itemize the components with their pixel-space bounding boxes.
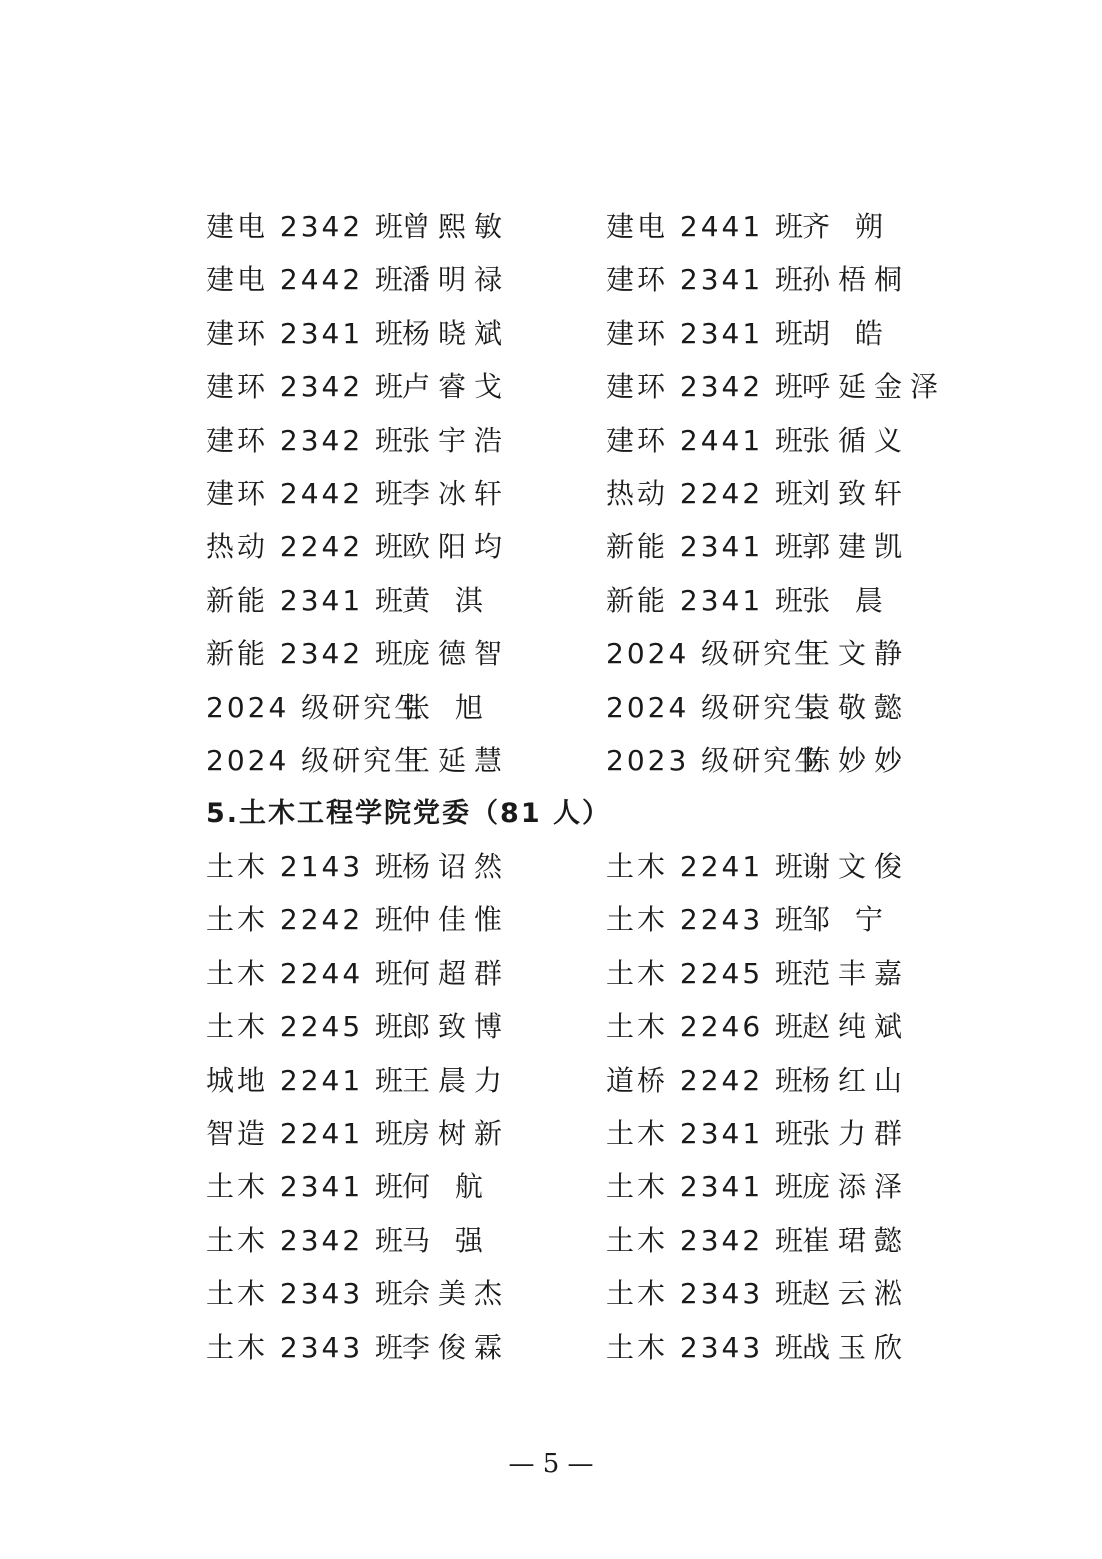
class-label-left: 建电 2342 班 (206, 210, 407, 243)
student-name-left: 庞德智 (402, 637, 511, 671)
class-label-right: 建环 2341 班 (606, 263, 807, 297)
class-label-left: 土木 2343 班 (206, 1277, 407, 1311)
class-label-right: 2023 级研究生 (606, 744, 826, 777)
class-label-right: 2024 级研究生 (606, 637, 826, 671)
student-name-right: 邹 宁 (802, 903, 891, 937)
class-label-left: 建电 2442 班 (206, 263, 407, 297)
student-name-right: 谢文俊 (802, 850, 911, 883)
list-row (206, 688, 926, 728)
class-label-right: 道桥 2242 班 (606, 1063, 807, 1097)
student-name-right: 齐 朔 (802, 210, 891, 243)
class-label-left: 土木 2341 班 (206, 1170, 407, 1204)
student-name-right: 庞添泽 (802, 1170, 911, 1204)
class-label-right: 土木 2246 班 (606, 1010, 807, 1044)
student-name-right: 袁敬懿 (802, 690, 911, 724)
student-name-left: 潘明禄 (402, 263, 511, 297)
student-name-left: 李冰轩 (402, 477, 511, 510)
page-number: — 5 — (508, 1449, 594, 1479)
student-name-left: 杨晓斌 (402, 316, 511, 350)
class-label-right: 土木 2241 班 (606, 850, 807, 883)
student-name-right: 孙梧桐 (802, 263, 911, 297)
class-label-left: 土木 2143 班 (206, 850, 407, 883)
class-label-right: 建环 2341 班 (606, 316, 807, 350)
class-label-right: 土木 2341 班 (606, 1170, 807, 1204)
student-name-left: 郎致博 (402, 1010, 511, 1044)
student-name-right: 刘致轩 (802, 477, 911, 510)
class-label-right: 土木 2343 班 (606, 1330, 807, 1364)
list-row (206, 367, 947, 407)
list-row (206, 1061, 926, 1101)
student-name-right: 战玉欣 (802, 1330, 911, 1364)
student-name-left: 曾熙敏 (402, 210, 511, 243)
class-label-left: 土木 2342 班 (206, 1223, 407, 1257)
class-label-left: 2024 级研究生 (206, 690, 426, 724)
class-label-left: 土木 2244 班 (206, 956, 407, 990)
student-name-left: 张宇浩 (402, 423, 511, 457)
section-heading: 5.土木工程学院党委（81 人） (206, 798, 612, 829)
student-name-left: 佘美杰 (402, 1277, 511, 1311)
list-row (206, 207, 926, 247)
class-label-right: 土木 2342 班 (606, 1223, 807, 1257)
list-row (206, 421, 926, 461)
student-name-right: 张力群 (802, 1117, 911, 1150)
student-name-left: 房树新 (402, 1117, 511, 1150)
list-row (206, 260, 926, 300)
class-label-left: 土木 2245 班 (206, 1010, 407, 1044)
list-row (206, 954, 926, 994)
list-row (206, 527, 926, 567)
student-name-right: 范丰嘉 (802, 956, 911, 990)
class-label-right: 2024 级研究生 (606, 690, 826, 724)
list-row (206, 847, 926, 887)
class-label-left: 城地 2241 班 (206, 1063, 407, 1097)
class-label-right: 建环 2342 班 (606, 370, 807, 404)
class-label-left: 土木 2343 班 (206, 1330, 407, 1364)
list-row (206, 741, 926, 781)
list-row (206, 1167, 926, 1207)
student-name-left: 李俊霖 (402, 1330, 511, 1364)
list-row (206, 581, 926, 621)
student-name-right: 赵云淞 (802, 1277, 911, 1311)
list-row (206, 1221, 926, 1261)
list-row (206, 1328, 926, 1368)
list-row (206, 314, 926, 354)
class-label-right: 热动 2242 班 (606, 477, 807, 510)
student-name-left: 杨诏然 (402, 850, 511, 883)
student-name-right: 郭建凯 (802, 530, 911, 564)
student-name-left: 卢睿戈 (402, 370, 511, 404)
class-label-left: 建环 2341 班 (206, 316, 407, 350)
class-label-right: 土木 2343 班 (606, 1277, 807, 1311)
student-name-left: 张 旭 (402, 690, 491, 724)
class-label-right: 土木 2341 班 (606, 1117, 807, 1150)
list-row (206, 900, 926, 940)
class-label-right: 新能 2341 班 (606, 530, 807, 564)
student-name-right: 胡 皓 (802, 316, 891, 350)
student-name-right: 王文静 (802, 637, 911, 671)
student-name-left: 仲佳惟 (402, 903, 511, 937)
class-label-left: 建环 2342 班 (206, 423, 407, 457)
class-label-left: 新能 2341 班 (206, 583, 407, 617)
student-name-left: 王延慧 (402, 744, 511, 777)
class-label-right: 新能 2341 班 (606, 583, 807, 617)
student-name-left: 欧阳均 (402, 530, 511, 564)
list-row (206, 634, 926, 674)
class-label-right: 土木 2245 班 (606, 956, 807, 990)
class-label-left: 土木 2242 班 (206, 903, 407, 937)
class-label-left: 热动 2242 班 (206, 530, 407, 564)
student-name-right: 赵纯斌 (802, 1010, 911, 1044)
student-name-left: 马 强 (402, 1223, 491, 1257)
student-name-left: 何 航 (402, 1170, 491, 1204)
student-name-left: 黄 淇 (402, 583, 491, 617)
list-row (206, 1114, 926, 1154)
class-label-left: 智造 2241 班 (206, 1117, 407, 1150)
list-row (206, 1007, 926, 1047)
student-name-right: 张 晨 (802, 583, 891, 617)
list-row (206, 1274, 926, 1314)
student-name-right: 呼延金泽 (802, 370, 947, 404)
student-name-right: 崔珺懿 (802, 1223, 911, 1257)
class-label-left: 2024 级研究生 (206, 744, 426, 777)
class-label-right: 建电 2441 班 (606, 210, 807, 243)
class-label-left: 新能 2342 班 (206, 637, 407, 671)
list-row (206, 474, 926, 514)
class-label-right: 建环 2441 班 (606, 423, 807, 457)
student-name-left: 何超群 (402, 956, 511, 990)
student-name-right: 杨红山 (802, 1063, 911, 1097)
student-name-right: 张循义 (802, 423, 911, 457)
student-name-left: 王晨力 (402, 1063, 511, 1097)
class-label-left: 建环 2342 班 (206, 370, 407, 404)
class-label-right: 土木 2243 班 (606, 903, 807, 937)
class-label-left: 建环 2442 班 (206, 477, 407, 510)
student-name-right: 陈妙妙 (802, 744, 911, 777)
